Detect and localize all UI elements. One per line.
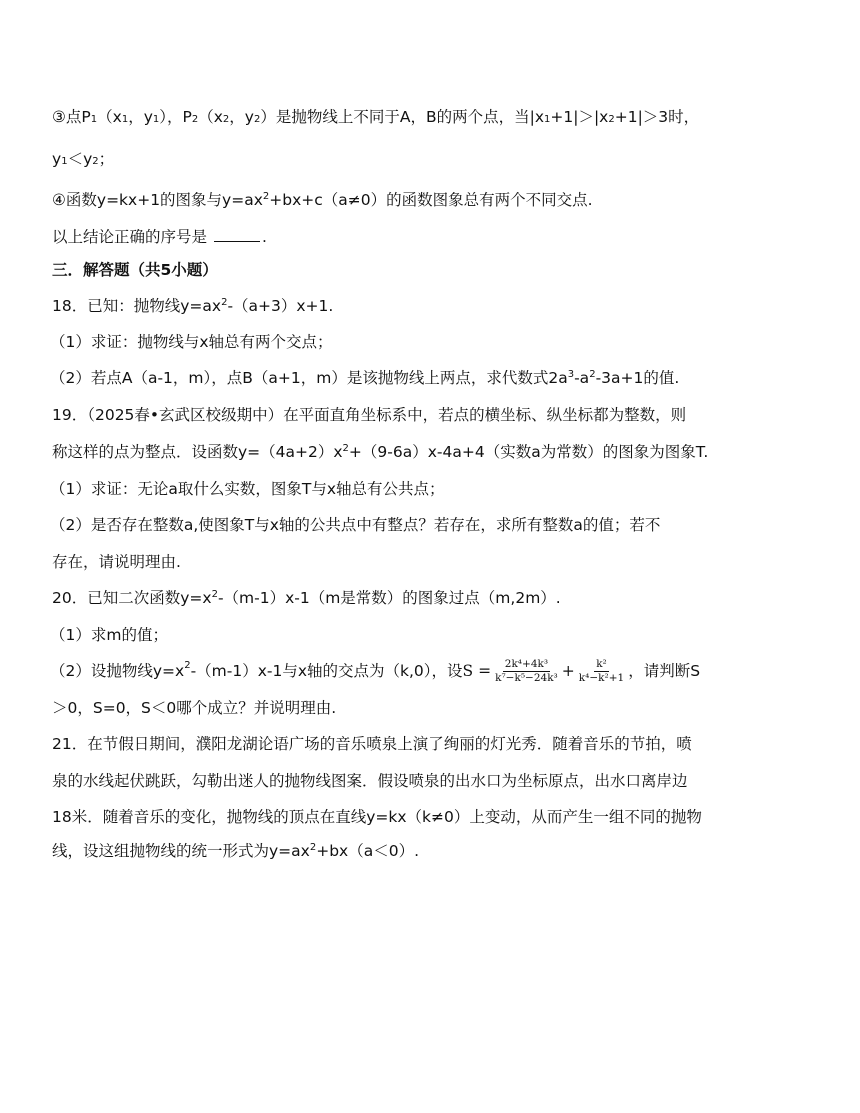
subscript: 2 bbox=[92, 156, 99, 167]
text: ④函数y=kx+1的图象与y=ax bbox=[52, 191, 263, 209]
text: +（9-6a）x-4a+4（实数a为常数）的图象为图象T. bbox=[348, 443, 709, 461]
text: 称这样的点为整点．设函数y=（4a+2）x bbox=[52, 443, 343, 461]
fraction-1 bbox=[493, 658, 560, 685]
superscript: 2 bbox=[262, 191, 270, 202]
subscript: 2 bbox=[191, 114, 199, 125]
text: -（m-1）x-1与x轴的交点为（k,0），设 bbox=[190, 662, 463, 680]
superscript: 2 bbox=[309, 842, 317, 853]
fraction-denominator: k⁷−k⁵−24k³ bbox=[495, 672, 558, 684]
question-21-line1: 21．在节假日期间，濮阳龙湖论语广场的音乐喷泉上演了绚丽的灯光秀．随着音乐的节拍，喷 bbox=[52, 735, 692, 753]
text: ； bbox=[98, 150, 115, 168]
question-20-part2-line1 bbox=[50, 658, 700, 685]
question-19-part2-line2: 存在，请说明理由. bbox=[52, 553, 181, 571]
text: （2）设抛物线y=x bbox=[50, 662, 185, 680]
superscript: 2 bbox=[184, 660, 191, 671]
question-19-line2 bbox=[52, 441, 708, 463]
subscript: 1 bbox=[544, 114, 551, 125]
text: -（m-1）x-1（m是常数）的图象过点（m,2m）. bbox=[217, 589, 561, 607]
answer-blank[interactable] bbox=[214, 227, 260, 242]
superscript: 2 bbox=[211, 589, 218, 600]
formula-s: S = bbox=[462, 662, 492, 680]
text: ，y bbox=[229, 108, 254, 126]
text: -a bbox=[574, 369, 590, 387]
plus-sign: + bbox=[561, 662, 575, 680]
question-21-line3: 18米．随着音乐的变化，抛物线的顶点在直线y=kx（k≠0）上变动，从而产生一组不同的抛物 bbox=[52, 808, 702, 826]
statement-3-line1 bbox=[52, 106, 699, 128]
text: +1|＞|x bbox=[550, 108, 609, 126]
question-21-line4 bbox=[52, 840, 419, 862]
text: 线，设这组抛物线的统一形式为y=ax bbox=[52, 842, 310, 860]
subscript: 1 bbox=[61, 156, 68, 167]
superscript: 2 bbox=[589, 369, 596, 380]
text: +bx+c（a≠0）的函数图象总有两个不同交点. bbox=[269, 191, 593, 209]
text: （2）若点A（a-1，m），点B（a+1，m）是该抛物线上两点，求代数式2a bbox=[50, 369, 568, 387]
text: +bx（a＜0）. bbox=[316, 842, 420, 860]
superscript: 2 bbox=[342, 443, 349, 454]
question-21-line2: 泉的水线起伏跳跃，勾勒出迷人的抛物线图案．假设喷泉的出水口为坐标原点，出水口离岸边 bbox=[52, 772, 688, 790]
fraction-numerator: 2k⁴+4k³ bbox=[504, 658, 549, 670]
conclusion-line bbox=[52, 226, 267, 248]
text: 20．已知二次函数y=x bbox=[52, 589, 212, 607]
superscript: 2 bbox=[221, 297, 228, 308]
subscript: 1 bbox=[152, 114, 160, 125]
text: 18．已知：抛物线y=ax bbox=[52, 297, 222, 315]
question-18-stem bbox=[52, 295, 333, 317]
text: -3a+1的值. bbox=[595, 369, 680, 387]
text: ）是抛物线上不同于A，B的两个点，当|x bbox=[260, 108, 544, 126]
fraction-denominator: k⁴−k²+1 bbox=[578, 672, 625, 684]
text: ），P bbox=[159, 108, 192, 126]
question-19-line1: 19．（2025春•玄武区校级期中）在平面直角坐标系中，若点的横坐标、纵坐标都为整数，则 bbox=[52, 406, 687, 424]
question-20-part2-line2: ＞0，S=0，S＜0哪个成立？并说明理由. bbox=[52, 699, 337, 717]
text: （x bbox=[198, 108, 223, 126]
question-19-part1: （1）求证：无论a取什么实数，图象T与x轴总有公共点； bbox=[50, 480, 445, 498]
question-20-part1: （1）求m的值； bbox=[50, 626, 168, 644]
question-19-part2-line1: （2）是否存在整数a,使图象T与x轴的公共点中有整点？若存在，求所有整数a的值；若不 bbox=[50, 516, 661, 534]
fraction-numerator: k² bbox=[596, 658, 607, 670]
subscript: 1 bbox=[90, 114, 98, 125]
text: +1|＞3时， bbox=[614, 108, 700, 126]
subscript: 2 bbox=[253, 114, 261, 125]
text: ，请判断S bbox=[628, 662, 701, 680]
text: 以上结论正确的序号是 bbox=[52, 228, 208, 246]
superscript: 3 bbox=[567, 369, 575, 380]
text: ，y bbox=[128, 108, 153, 126]
statement-4 bbox=[52, 189, 593, 211]
text: . bbox=[261, 228, 267, 246]
question-20-stem bbox=[52, 587, 561, 609]
text: -（a+3）x+1. bbox=[227, 297, 334, 315]
question-18-part2 bbox=[50, 367, 679, 389]
subscript: 1 bbox=[121, 114, 129, 125]
statement-3-line2 bbox=[52, 148, 114, 170]
subscript: 2 bbox=[608, 114, 615, 125]
fraction-2 bbox=[577, 658, 626, 685]
section-heading: 三．解答题（共5小题） bbox=[52, 261, 218, 279]
text: ＜y bbox=[67, 150, 93, 168]
text: ③点P bbox=[52, 108, 91, 126]
text: （x bbox=[97, 108, 122, 126]
subscript: 2 bbox=[222, 114, 230, 125]
question-18-part1: （1）求证：抛物线与x轴总有两个交点； bbox=[50, 333, 333, 351]
text: y bbox=[52, 150, 62, 168]
